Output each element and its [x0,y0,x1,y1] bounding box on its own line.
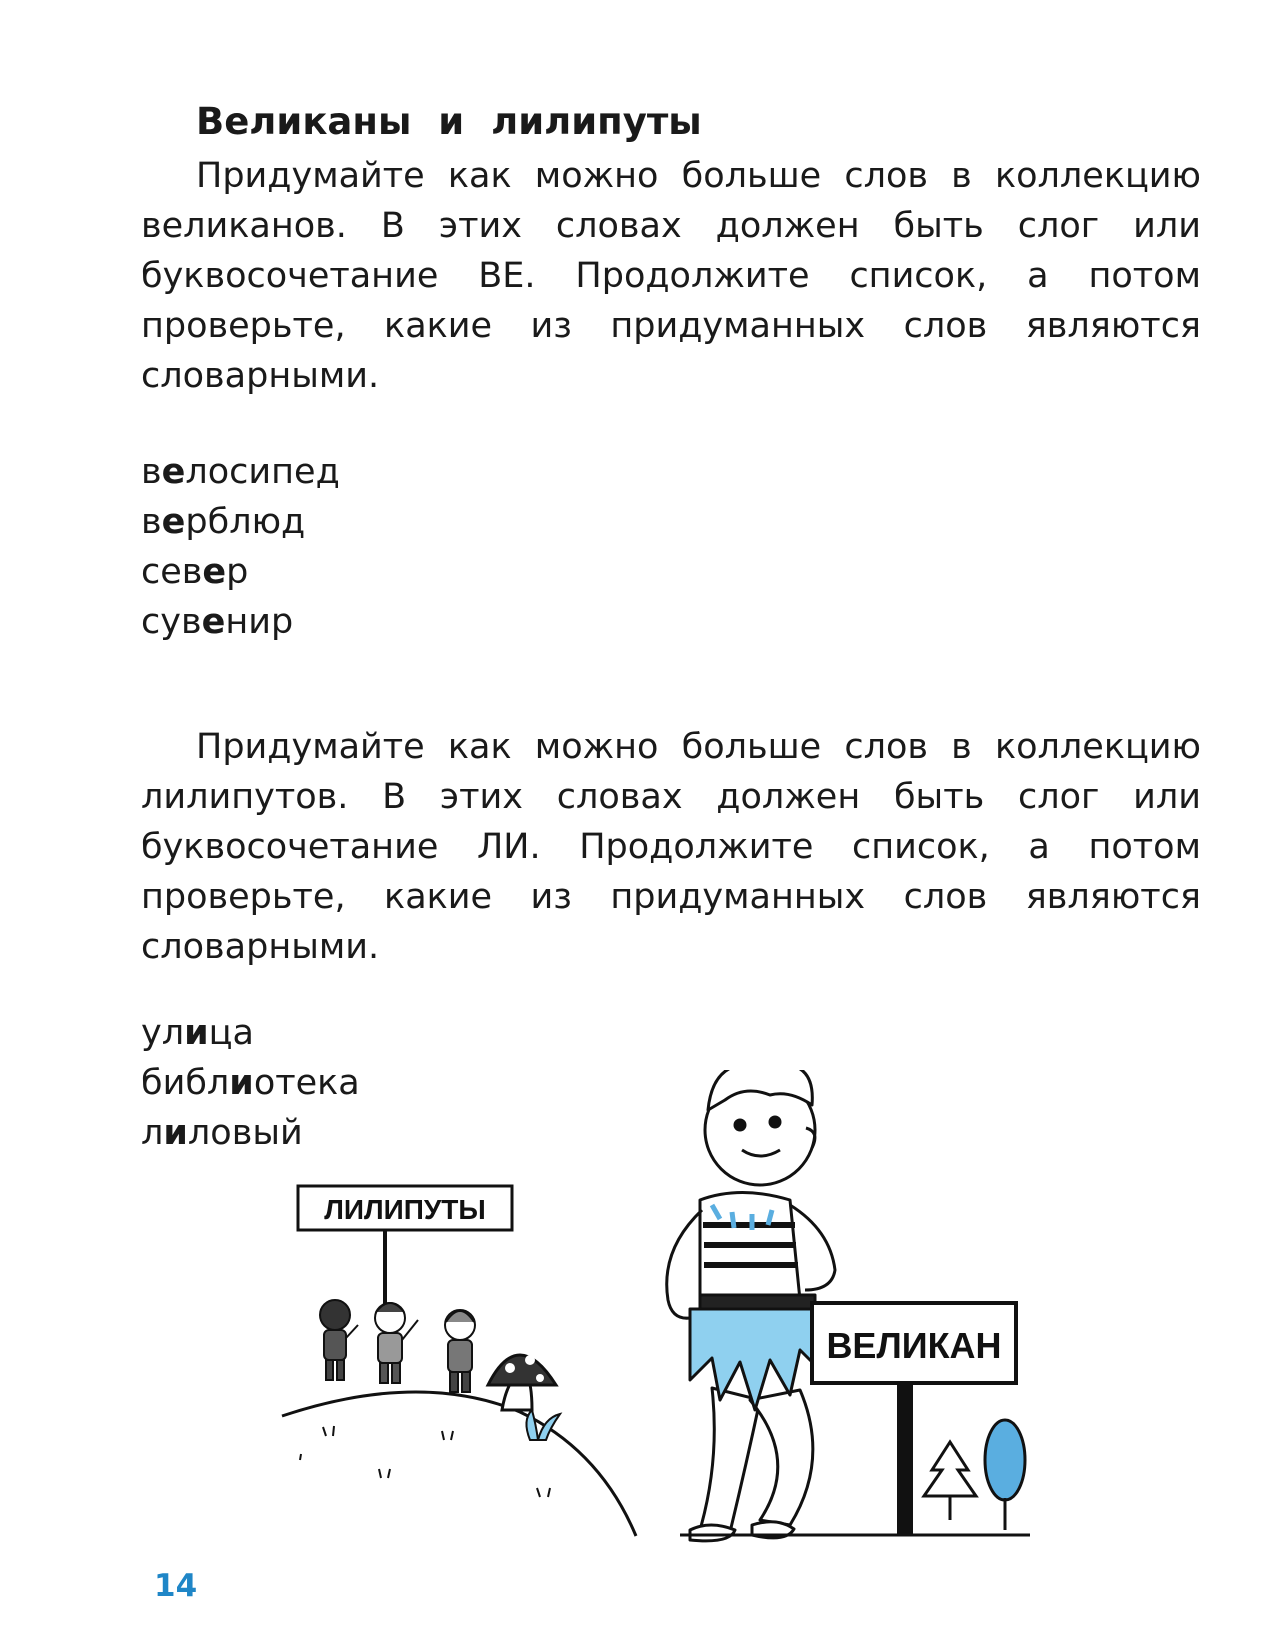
page-title: Великаны и лилипуты [196,100,702,143]
mushroom-icon [488,1355,556,1410]
task-lilliputians [141,722,1201,972]
giant-figure [667,1070,835,1541]
list-item: верблюд [141,502,306,542]
list-item: лиловый [141,1113,303,1153]
task-giants-text: Придумайте как можно больше слов в коллекцию великанов. В этих словах должен быть слог или буквосочетание ВЕ. Продолжите список, а потом проверьте, какие из придуманных слов являются словарными. [141,156,1201,396]
giants-word-list [141,447,340,647]
svg-text:ЛИЛИПУТЫ: ЛИЛИПУТЫ [324,1194,486,1225]
tree-icon [985,1420,1025,1530]
list-item: велосипед [141,452,340,492]
lilliput-figure [445,1310,475,1392]
list-item: север [141,552,249,592]
giant-sign [812,1303,1016,1535]
svg-text:ВЕЛИКАН: ВЕЛИКАН [826,1325,1002,1366]
list-item: улица [141,1013,254,1053]
task-lilliputians-text: Придумайте как можно больше слов в коллекцию лилипутов. В этих словах должен быть слог или буквосочетание ЛИ. Продолжите список, а потом проверьте, какие из придуманных слов являются словарными. [141,727,1201,967]
lilliput-figure [320,1300,358,1380]
giant-and-lilliputians-illustration [270,1070,1040,1550]
list-item: сувенир [141,602,294,642]
page-number: 14 [154,1568,198,1604]
task-giants [141,151,1201,401]
pine-tree-icon [924,1442,976,1520]
lilliput-figure [375,1303,418,1383]
list-item: библиотека [141,1063,360,1103]
